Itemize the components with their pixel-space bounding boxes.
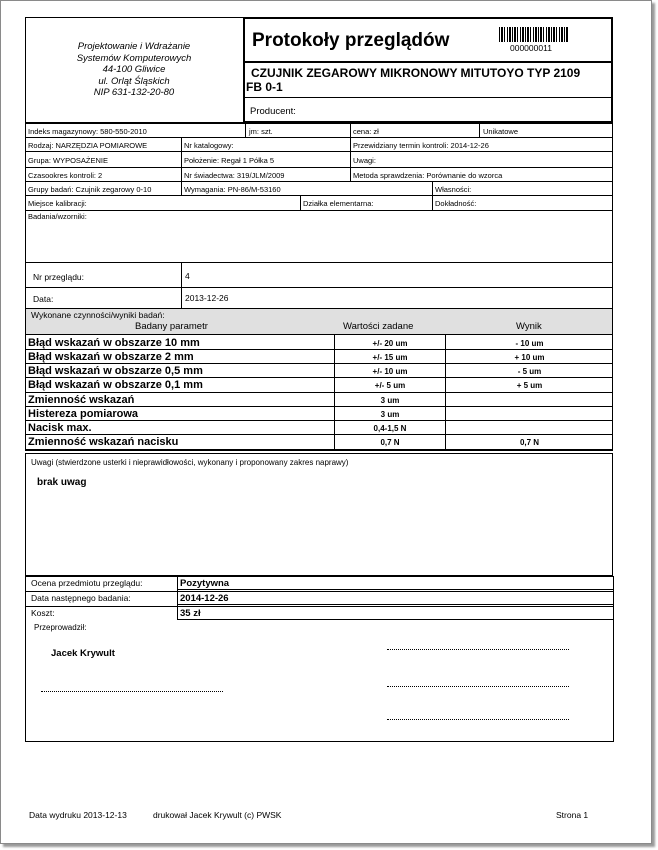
nastepne-badanie-label: Data następnego badania: <box>31 593 131 603</box>
indeks-field: Indeks magazynowy: 580-550-2010 <box>28 127 147 136</box>
page-title: Protokoły przeglądów <box>252 30 450 51</box>
producent-label: Producent: <box>250 106 296 117</box>
col-result-header: Wynik <box>516 321 542 332</box>
wymagania-field: Wymagania: PN-86/M-53160 <box>184 185 281 194</box>
row-param: Błąd wskazań w obszarze 0,1 mm <box>28 379 203 391</box>
barcode-icon <box>499 27 569 42</box>
signature-line-3 <box>387 686 569 687</box>
data-label: Data: <box>33 294 54 304</box>
company-line-5: NIP 631-132-20-80 <box>93 87 175 98</box>
company-line-2: Systemów Komputerowych <box>76 52 192 64</box>
nr-przegladu-value: 4 <box>185 271 190 281</box>
grupy-badan-field: Grupy badań: Czujnik zegarowy 0-10 <box>28 185 152 194</box>
dokladnosc-field: Dokładność: <box>435 199 477 208</box>
company-line-4: ul. Orląt Śląskich <box>98 75 170 87</box>
nr-swiadectwa-field: Nr świadectwa: 319/JLM/2009 <box>184 171 285 180</box>
print-date: Data wydruku 2013-12-13 <box>29 810 127 820</box>
nr-przegladu-label: Nr przeglądu: <box>33 272 85 282</box>
row-result: 0,7 N <box>519 438 540 447</box>
col-param-header: Badany parametr <box>135 321 208 332</box>
company-line-1: Projektowanie i Wdrażanie <box>77 41 191 52</box>
printed-by: drukował Jacek Krywult (c) PWSK <box>153 810 282 820</box>
row-result: - 5 um <box>517 367 542 376</box>
signature-line-2 <box>41 691 223 692</box>
unikatowe-field: Unikatowe <box>483 127 519 136</box>
row-param: Zmienność wskazań <box>28 394 135 406</box>
row-result: + 10 um <box>514 353 545 362</box>
row-param: Błąd wskazań w obszarze 10 mm <box>28 337 200 349</box>
przeprowadzil-value: Jacek Krywult <box>51 648 115 659</box>
koszt-label: Koszt: <box>31 608 55 618</box>
row-param: Histereza pomiarowa <box>28 408 139 420</box>
row-value: 3 um <box>380 396 400 405</box>
cena-field: cena: zł <box>353 127 379 136</box>
uwagi-field: Uwagi: <box>353 156 376 165</box>
rodzaj-field: Rodzaj: NARZĘDZIA POMIAROWE <box>28 141 148 150</box>
ocena-label: Ocena przedmiotu przeglądu: <box>31 578 143 588</box>
row-param: Błąd wskazań w obszarze 0,5 mm <box>28 365 203 377</box>
metoda-field: Metoda sprawdzenia: Porównanie do wzorca <box>353 171 503 180</box>
signature-line-1 <box>387 649 569 650</box>
row-value: +/- 5 um <box>374 381 406 390</box>
termin-kontroli-field: Przewidziany termin kontroli: 2014-12-26 <box>353 141 489 150</box>
row-param: Błąd wskazań w obszarze 2 mm <box>28 351 194 363</box>
page-number: Strona 1 <box>556 810 589 820</box>
row-value: +/- 20 um <box>372 339 408 348</box>
company-line-3: 44-100 Gliwice <box>102 64 166 75</box>
row-value: 0,4-1,5 N <box>373 424 407 433</box>
grupa-field: Grupa: WYPOSAŻENIE <box>28 156 109 165</box>
section-label: Wykonane czynności/wyniki badań: <box>31 310 165 320</box>
polozenie-field: Położenie: Regał 1 Półka 5 <box>184 156 275 165</box>
nr-katalogowy-field: Nr katalogowy: <box>184 141 234 150</box>
dzialka-field: Działka elementarna: <box>303 199 374 208</box>
row-value: 3 um <box>380 410 400 419</box>
barcode-number: 000000011 <box>510 43 552 53</box>
row-value: 0,7 N <box>380 438 400 447</box>
row-result: - 10 um <box>515 339 544 348</box>
remarks-label: Uwagi (stwierdzone usterki i nieprawidłowości, wykonany i proponowany zakres naprawy) <box>31 458 349 467</box>
jm-field: jm: szt. <box>249 127 273 136</box>
czasookres-field: Czasookres kontroli: 2 <box>28 171 103 180</box>
row-param: Zmienność wskazań nacisku <box>28 436 179 448</box>
row-param: Nacisk max. <box>28 422 92 434</box>
device-name-line-2: FB 0-1 <box>246 80 283 94</box>
row-value: +/- 10 um <box>372 367 408 376</box>
device-name-line-1: CZUJNIK ZEGAROWY MIKRONOWY MITUTOYO TYP 2109 <box>251 66 581 80</box>
miejsce-kalibracji-field: Miejsce kalibracji: <box>28 199 87 208</box>
badania-field: Badania/wzorniki: <box>28 212 87 221</box>
data-value: 2013-12-26 <box>185 293 229 303</box>
wlasnosci-field: Własności: <box>435 185 472 194</box>
remarks-box <box>25 453 613 576</box>
row-value: +/- 15 um <box>372 353 408 362</box>
company-info <box>25 41 243 99</box>
signature-line-4 <box>387 719 569 720</box>
col-value-header: Wartości zadane <box>343 321 414 332</box>
koszt-value: 35 zł <box>180 608 201 619</box>
przeprowadzil-label: Przeprowadził: <box>34 623 87 632</box>
remarks-text: brak uwag <box>37 477 87 488</box>
ocena-value: Pozytywna <box>180 578 230 589</box>
nastepne-badanie-value: 2014-12-26 <box>180 593 229 604</box>
row-result: + 5 um <box>516 381 543 390</box>
